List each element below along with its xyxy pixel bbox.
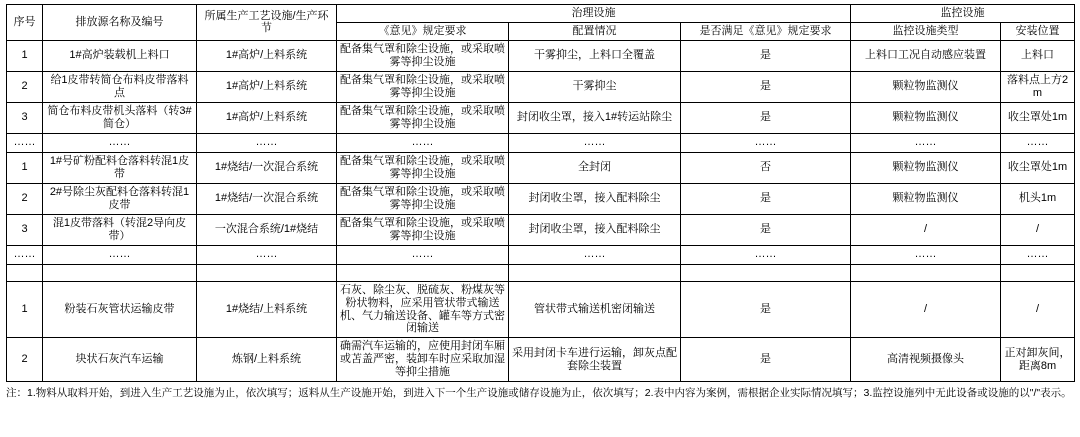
cell-ellipsis: …… [509,245,681,264]
header-monitor-type: 监控设施类型 [851,22,1001,40]
cell-name: 块状石灰汽车运输 [43,338,197,382]
cell-process: 1#高炉/上料系统 [197,71,337,102]
cell-name: 2#号除尘灰配料仓落料转混1皮带 [43,183,197,214]
cell-spacer [1001,264,1075,281]
cell-seq: 2 [7,338,43,382]
cell-spacer [7,264,43,281]
cell-name: 1#高炉装载机上料口 [43,40,197,71]
table-footnote: 注：1.物料从取料开始，到进入生产工艺设施为止，依次填写；返料从生产设施开始，到进入下一个生产设施或储存设施为止，依次填写；2.表中内容为案例，需根据企业实际情况填写；3.监控设施列中无此设备或设施的以"/"表示。 [6,387,1072,400]
cell-requirement: 配备集气罩和除尘设施，或采取喷雾等抑尘设施 [337,152,509,183]
header-monitor-group: 监控设施 [851,5,1075,23]
cell-ellipsis: …… [509,133,681,152]
cell-install-position: 收尘罩处1m [1001,152,1075,183]
cell-ellipsis: …… [681,245,851,264]
cell-name: 1#号矿粉配料仓落料转混1皮带 [43,152,197,183]
cell-spacer [43,264,197,281]
cell-ellipsis: …… [681,133,851,152]
cell-meets: 是 [681,102,851,133]
cell-install-position: 收尘罩处1m [1001,102,1075,133]
cell-requirement: 配备集气罩和除尘设施，或采取喷雾等抑尘设施 [337,102,509,133]
cell-meets: 是 [681,338,851,382]
cell-spacer [197,264,337,281]
header-process: 所属生产工艺设施/生产环节 [197,5,337,41]
cell-ellipsis: …… [43,133,197,152]
header-configuration: 配置情况 [509,22,681,40]
cell-seq: 2 [7,71,43,102]
cell-meets: 是 [681,281,851,338]
cell-meets: 是 [681,183,851,214]
table-row-ellipsis [7,133,1075,152]
cell-seq: 1 [7,281,43,338]
header-name: 排放源名称及编号 [43,5,197,41]
cell-ellipsis: …… [1001,133,1075,152]
cell-install-position: 正对卸灰间，距离8m [1001,338,1075,382]
cell-configuration: 全封闭 [509,152,681,183]
cell-spacer [681,264,851,281]
cell-requirement: 配备集气罩和除尘设施，或采取喷雾等抑尘设施 [337,183,509,214]
cell-configuration: 管状带式输送机密闭输送 [509,281,681,338]
table-header-row-1 [7,5,1075,23]
cell-seq: 2 [7,183,43,214]
cell-meets: 否 [681,152,851,183]
table-row [7,152,1075,183]
table-row [7,338,1075,382]
table-row-spacer [7,264,1075,281]
cell-process: 一次混合系统/1#烧结 [197,214,337,245]
cell-requirement: 配备集气罩和除尘设施，或采取喷雾等抑尘设施 [337,71,509,102]
table-row [7,40,1075,71]
cell-process: 1#烧结/一次混合系统 [197,152,337,183]
cell-process: 1#烧结/上料系统 [197,281,337,338]
header-meets: 是否满足《意见》规定要求 [681,22,851,40]
cell-ellipsis: …… [851,133,1001,152]
cell-install-position: / [1001,214,1075,245]
cell-configuration: 干雾抑尘，上料口全覆盖 [509,40,681,71]
cell-seq: 3 [7,102,43,133]
cell-ellipsis: …… [337,133,509,152]
cell-configuration: 封闭收尘罩，接入1#转运站除尘 [509,102,681,133]
cell-monitor-type: 颗粒物监测仪 [851,102,1001,133]
cell-ellipsis: …… [43,245,197,264]
cell-configuration: 封闭收尘罩，接入配料除尘 [509,214,681,245]
table-row [7,214,1075,245]
cell-ellipsis: …… [851,245,1001,264]
table-body [7,40,1075,381]
table-row-ellipsis [7,245,1075,264]
cell-spacer [509,264,681,281]
table-row [7,183,1075,214]
cell-name: 给1皮带转简仓布料皮带落料点 [43,71,197,102]
cell-monitor-type: 颗粒物监测仪 [851,152,1001,183]
cell-configuration: 封闭收尘罩，接入配料除尘 [509,183,681,214]
cell-process: 1#高炉/上料系统 [197,102,337,133]
header-treatment-group: 治理设施 [337,5,851,23]
cell-ellipsis: …… [7,245,43,264]
emission-source-table [6,4,1075,382]
cell-process: 1#高炉/上料系统 [197,40,337,71]
cell-spacer [337,264,509,281]
cell-monitor-type: / [851,281,1001,338]
cell-name: 混1皮带落料（转混2导向皮带） [43,214,197,245]
cell-requirement: 配备集气罩和除尘设施，或采取喷雾等抑尘设施 [337,40,509,71]
cell-requirement: 配备集气罩和除尘设施，或采取喷雾等抑尘设施 [337,214,509,245]
cell-meets: 是 [681,40,851,71]
cell-meets: 是 [681,214,851,245]
cell-monitor-type: 上料口工况自动感应装置 [851,40,1001,71]
table-row [7,102,1075,133]
cell-ellipsis: …… [1001,245,1075,264]
cell-monitor-type: 颗粒物监测仪 [851,183,1001,214]
cell-monitor-type: 颗粒物监测仪 [851,71,1001,102]
header-requirement: 《意见》规定要求 [337,22,509,40]
cell-install-position: 落料点上方2m [1001,71,1075,102]
table-row [7,71,1075,102]
cell-configuration: 采用封闭卡车进行运输，卸灰点配套除尘装置 [509,338,681,382]
cell-seq: 3 [7,214,43,245]
cell-name: 简仓布料皮带机头落料（转3#简仓） [43,102,197,133]
cell-install-position: 机头1m [1001,183,1075,214]
cell-meets: 是 [681,71,851,102]
cell-install-position: 上料口 [1001,40,1075,71]
cell-install-position: / [1001,281,1075,338]
cell-monitor-type: / [851,214,1001,245]
cell-ellipsis: …… [7,133,43,152]
cell-configuration: 干雾抑尘 [509,71,681,102]
cell-ellipsis: …… [337,245,509,264]
cell-seq: 1 [7,40,43,71]
cell-seq: 1 [7,152,43,183]
cell-process: 1#烧结/一次混合系统 [197,183,337,214]
cell-monitor-type: 高清视频摄像头 [851,338,1001,382]
header-seq: 序号 [7,5,43,41]
header-install-position: 安装位置 [1001,22,1075,40]
cell-requirement: 确需汽车运输的，应使用封闭车厢或苫盖严密，装卸车时应采取加湿等抑尘措施 [337,338,509,382]
cell-name: 粉装石灰管状运输皮带 [43,281,197,338]
cell-ellipsis: …… [197,245,337,264]
cell-requirement: 石灰、除尘灰、脱硫灰、粉煤灰等粉状物料，应采用管状带式输送机、气力输送设备、罐车等方式密闭输送 [337,281,509,338]
table-row [7,281,1075,338]
cell-ellipsis: …… [197,133,337,152]
cell-spacer [851,264,1001,281]
table-header [7,5,1075,41]
cell-process: 炼钢/上料系统 [197,338,337,382]
